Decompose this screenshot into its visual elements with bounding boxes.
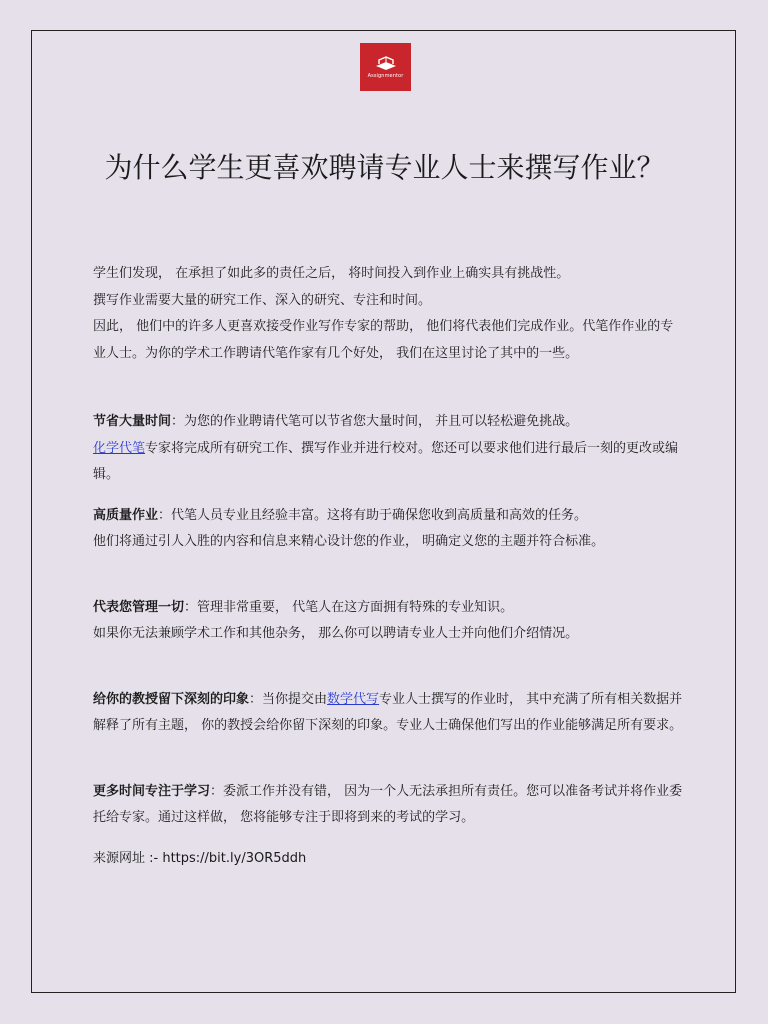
intro-line-3: 因此， 他们中的许多人更喜欢接受作业写作专家的帮助， 他们将代表他们完成作业。代笔作作业的专业人士。为你的学术工作聘请代笔作家有几个好处， 我们在这里讨论了其中的一些。 [93, 319, 674, 361]
spacer [93, 556, 683, 595]
section-heading: 节省大量时间 [93, 414, 172, 429]
math-ghostwriting-link[interactable]: 数学代写 [327, 691, 380, 707]
section-text: ：管理非常重要， 代笔人在这方面拥有特殊的专业知识。 [184, 599, 514, 615]
section-impress-professor [93, 687, 683, 740]
book-logo-icon [375, 55, 397, 71]
section-heading: 高质量作业 [93, 507, 159, 523]
intro-line-2: 撰写作业需要大量的研究工作、深入的研究、专注和时间。 [93, 292, 432, 308]
section-focus-study [93, 779, 683, 832]
section-manage-everything [93, 595, 683, 648]
section-heading: 更多时间专注于学习 [93, 783, 211, 799]
spacer [93, 489, 683, 503]
section-text: 专业人士撰写的作业时， 其中充满了所有相关数据并解释了所有主题， 你的教授会给你留下深刻的印象。专业人士确保他们写出的作业能够满足所有要求。 [93, 691, 683, 733]
section-paragraph [93, 436, 683, 489]
section-text: ：代笔人员专业且经验丰富。这将有助于确保您收到高质量和高效的任务。 [158, 507, 588, 523]
section-text: ：为您的作业聘请代笔可以节省您大量时间， 并且可以轻松避免挑战。 [171, 414, 579, 429]
section-paragraph [93, 503, 683, 530]
spacer [93, 740, 683, 779]
chemistry-ghostwriting-link[interactable]: 化学代笔 [93, 440, 146, 456]
section-high-quality [93, 503, 683, 556]
section-heading: 代表您管理一切 [93, 599, 185, 615]
intro-line-1: 学生们发现， 在承担了如此多的责任之后， 将时间投入到作业上确实具有挑战性。 [93, 266, 570, 281]
section-paragraph [93, 779, 683, 832]
article-body [93, 261, 683, 872]
document-page [31, 30, 736, 993]
page-title: 为什么学生更喜欢聘请专业人士来撰写作业？ [104, 151, 665, 184]
spacer [93, 367, 683, 409]
section-paragraph: 如果你无法兼顾学术工作和其他杂务， 那么你可以聘请专业人士并向他们介绍情况。 [93, 626, 579, 641]
section-text: ：当你提交由 [249, 691, 328, 707]
section-heading: 给你的教授留下深刻的印象 [93, 691, 250, 707]
spacer [93, 648, 683, 687]
section-paragraph [93, 595, 683, 622]
section-paragraph [93, 409, 683, 436]
logo-text: Assignmentor [367, 73, 404, 79]
section-paragraph [93, 687, 683, 740]
assignmentor-logo[interactable] [360, 43, 411, 91]
section-text: 专家将完成所有研究工作、撰写作业并进行校对。您还可以要求他们进行最后一刻的更改或编辑。 [93, 440, 679, 482]
section-save-time [93, 409, 683, 489]
spacer [93, 832, 683, 846]
source-url: 来源网址 :- https://bit.ly/3OR5ddh [93, 850, 307, 866]
section-text: ：委派工作并没有错， 因为一个人无法承担所有责任。您可以准备考试并将作业委托给专家。通过这样做， 您将能够专注于即将到来的考试的学习。 [93, 783, 683, 825]
section-paragraph: 他们将通过引人入胜的内容和信息来精心设计您的作业， 明确定义您的主题并符合标准。 [93, 534, 605, 549]
